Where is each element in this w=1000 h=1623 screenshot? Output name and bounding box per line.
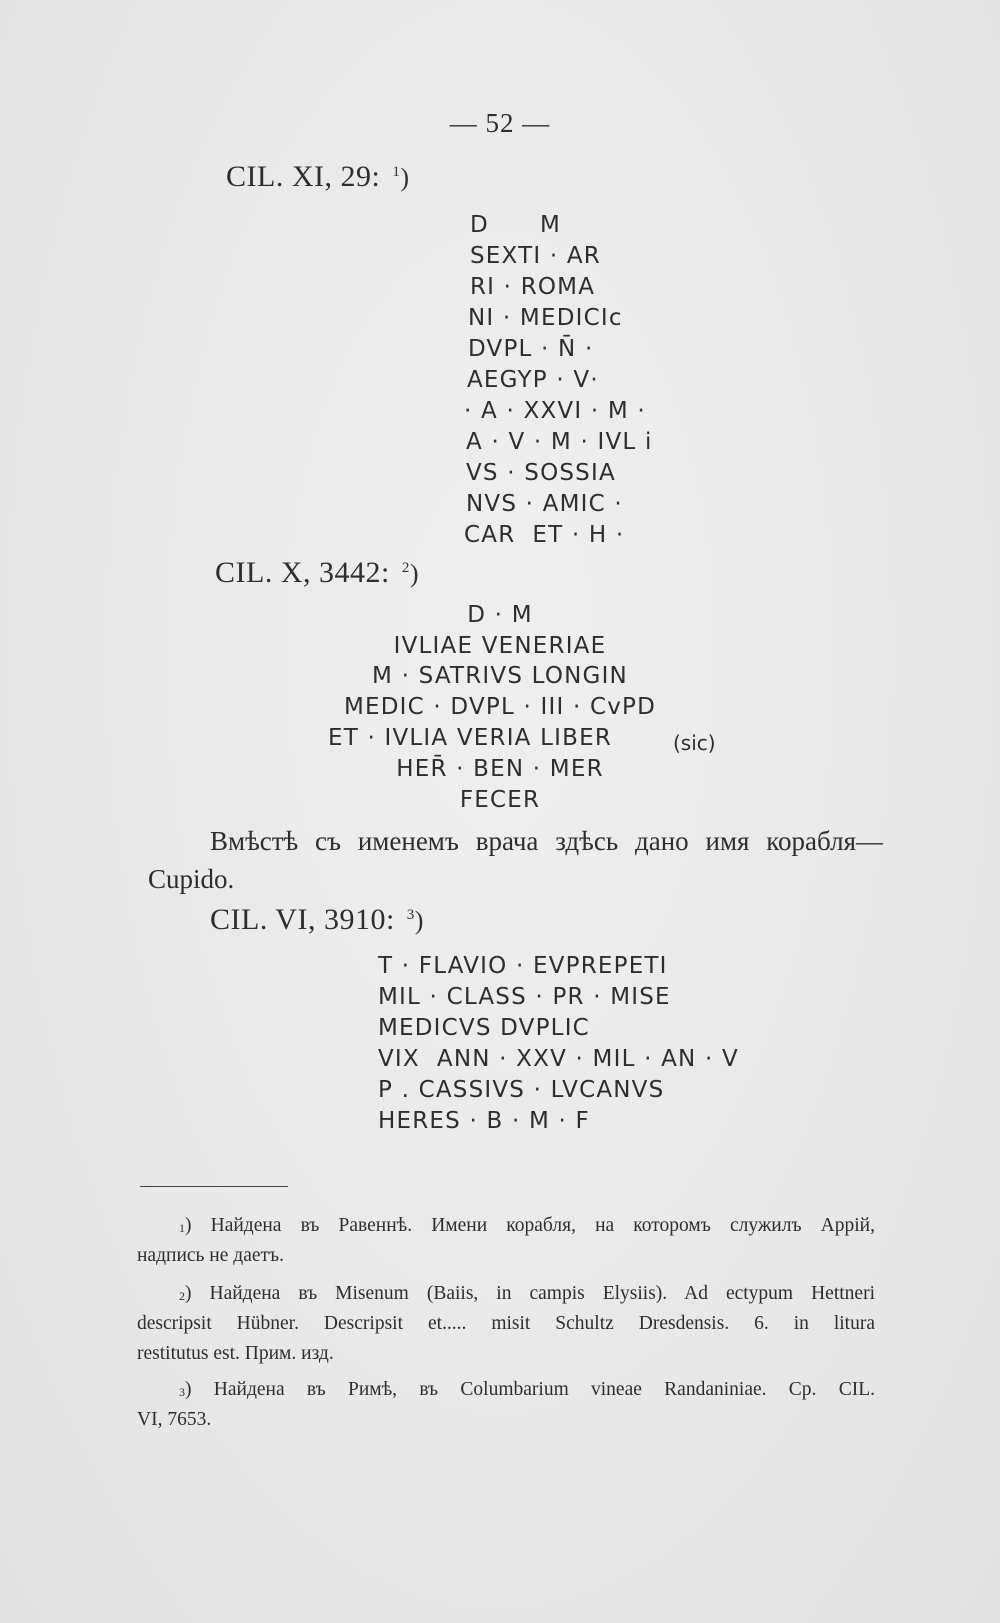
- sic-annotation: (sic): [673, 731, 716, 755]
- inscription-line: HERES · B · M · F: [378, 1108, 590, 1134]
- inscription-line: NI · MEDICIc: [468, 305, 623, 331]
- footnote-marker: 1: [179, 1221, 185, 1235]
- footnote-line: VI, 7653.: [137, 1409, 212, 1430]
- citation-text: CIL. VI, 3910:: [210, 903, 395, 936]
- paragraph-line: Вмѣстѣ съ именемъ врача здѣсь дано имя корабля—: [210, 826, 883, 856]
- inscription-line: CAR ET · H ·: [464, 522, 625, 548]
- footnote-divider: [140, 1186, 288, 1187]
- footnote-line: ) Найдена въ Римѣ, въ Columbarium vineae Randaniniae. Ср. CIL.: [185, 1379, 875, 1400]
- footnote-marker: 3: [179, 1385, 185, 1399]
- paragraph-line: Cupido.: [148, 864, 235, 894]
- inscription-line: HER̄ · BEN · MER: [396, 756, 604, 782]
- inscription-line: ET · IVLIA VERIA LIBER: [327, 725, 613, 751]
- body-paragraph: [148, 822, 883, 898]
- inscription-line: T · FLAVIO · EVPREPETI: [378, 953, 668, 979]
- inscription-line: SEXTI · AR: [470, 243, 601, 269]
- footnote-line: restitutus est. Прим. изд.: [137, 1343, 334, 1364]
- footnote-line: descripsit Hübner. Descripsit et..... misit Schultz Dresdensis. 6. in litura: [137, 1313, 875, 1334]
- footnote: [137, 1375, 875, 1435]
- inscription-line: P . CASSIVS · LVCANVS: [378, 1077, 665, 1103]
- footnote-line: надпись не даетъ.: [137, 1245, 284, 1266]
- inscription-line: M · SATRIVS LONGIN: [372, 663, 628, 689]
- inscription-line: MIL · CLASS · PR · MISE: [378, 984, 671, 1010]
- footnote: [137, 1279, 875, 1369]
- inscription-line: VS · SOSSIA: [466, 460, 616, 486]
- footnote-marker: 2: [401, 560, 410, 576]
- section-heading: CIL. XI, 29: $^1$): [226, 160, 410, 193]
- inscription-line: RI · ROMA: [470, 274, 596, 300]
- section-heading: CIL. X, 3442: $^2$): [215, 556, 419, 589]
- inscription-line: MEDICVS DVPLIC: [378, 1015, 590, 1041]
- inscription-line: D M: [470, 212, 562, 238]
- footnote-marker: 3: [406, 907, 415, 923]
- footnote-marker: 2: [179, 1289, 185, 1303]
- footnote-line: ) Найдена въ Равеннѣ. Имени корабля, на которомъ служилъ Аррій,: [185, 1215, 875, 1236]
- page-number: — 52 —: [449, 108, 551, 138]
- footnote-marker: 1: [392, 164, 401, 180]
- inscription-line: D · M: [467, 602, 533, 628]
- footnote-line: ) Найдена въ Misenum (Baiis, in campis Elysiis). Ad ectypum Hettneri: [185, 1283, 875, 1304]
- inscription-line: VIX ANN · XXV · MIL · AN · V: [378, 1046, 739, 1072]
- inscription-line: AEGYP · V·: [467, 367, 599, 393]
- inscription-line: NVS · AMIC ·: [466, 491, 623, 517]
- citation-text: CIL. X, 3442:: [215, 556, 390, 589]
- inscription-line: A · V · M · IVL i: [466, 429, 653, 455]
- citation-text: CIL. XI, 29:: [226, 160, 381, 193]
- section-heading: CIL. VI, 3910: $^3$): [210, 903, 424, 936]
- footnote: [137, 1211, 875, 1271]
- inscription-line: · A · XXVI · M ·: [464, 398, 646, 424]
- inscription-line: MEDIC · DVPL · III · CvPD: [343, 694, 657, 720]
- inscription-line: DVPL · N̄ ·: [468, 336, 594, 362]
- inscription-line: IVLIAE VENERIAE: [393, 633, 607, 659]
- inscription-line: FECER: [459, 787, 541, 813]
